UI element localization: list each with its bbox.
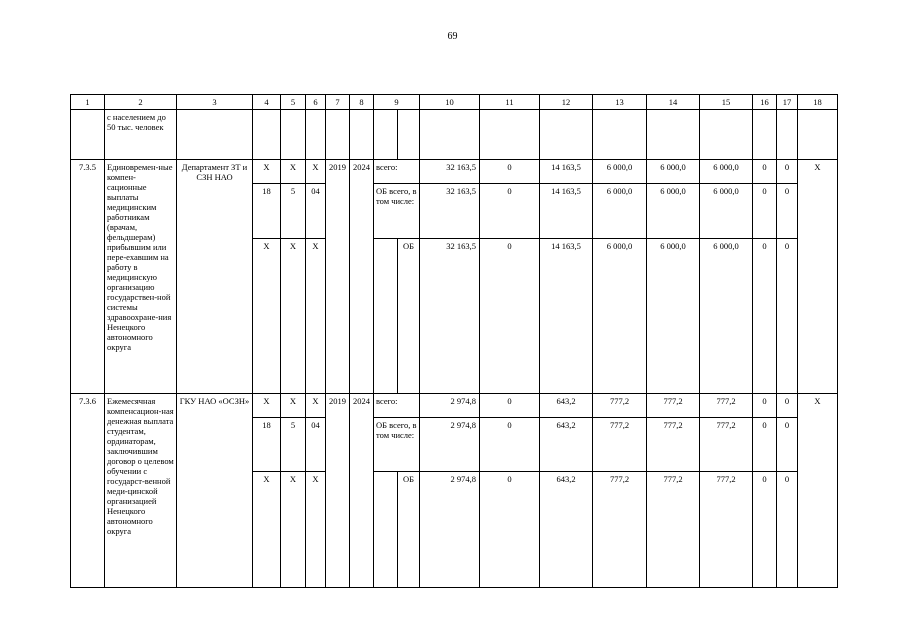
year-end: 2024 [350,160,374,394]
value-cell: 0 [753,239,777,394]
value-cell: 0 [480,184,540,239]
value-cell: 14 163,5 [540,160,593,184]
value-cell: 0 [777,239,798,394]
code-cell: 5 [281,184,306,239]
header-cell: 6 [306,95,326,110]
continuation-name: с населением до 50 тыс. человек [105,110,177,160]
value-cell: 32 163,5 [420,239,480,394]
value-cell: 0 [777,394,798,418]
code-cell: Х [253,472,281,588]
code-cell: Х [306,472,326,588]
value-cell: 0 [753,472,777,588]
header-row [71,95,838,110]
item-name: Ежемесячная компенсацион-ная денежная выплата студентам, ординаторам, заключившим договор о целевом обучении с государст-венной меди-цинской организацией Ненецкого автономного округа [105,394,177,588]
value-cell: 32 163,5 [420,184,480,239]
value-cell: 777,2 [593,394,647,418]
continuation-row [71,110,838,160]
value-cell: 6 000,0 [700,160,753,184]
source-label: всего: [374,394,420,418]
code-cell: Х [281,472,306,588]
value-cell: 0 [777,418,798,472]
value-cell: 777,2 [593,418,647,472]
header-cell: 1 [71,95,105,110]
item-number: 7.3.6 [71,394,105,588]
header-cell: 17 [777,95,798,110]
header-cell: 15 [700,95,753,110]
value-cell: 6 000,0 [700,184,753,239]
table-row [71,394,838,418]
code-cell: Х [253,394,281,418]
value-cell: 777,2 [700,472,753,588]
item-executor: Департамент ЗТ и СЗН НАО [177,160,253,394]
value-cell: 2 974,8 [420,394,480,418]
header-cell: 3 [177,95,253,110]
code-cell: 04 [306,418,326,472]
year-start: 2019 [326,160,350,394]
value-cell: 0 [753,184,777,239]
code-cell: Х [281,239,306,394]
value-cell: 0 [480,239,540,394]
code-cell: Х [281,394,306,418]
value-cell: 0 [480,160,540,184]
source-label: ОБ [398,472,420,588]
header-cell: 13 [593,95,647,110]
value-cell: 2 974,8 [420,418,480,472]
header-cell: 7 [326,95,350,110]
value-cell: 6 000,0 [647,160,700,184]
value-cell: 6 000,0 [700,239,753,394]
value-cell: 777,2 [593,472,647,588]
value-cell: 777,2 [647,394,700,418]
code-cell: Х [306,160,326,184]
code-cell: Х [306,394,326,418]
item-number: 7.3.5 [71,160,105,394]
page-number: 69 [447,31,458,42]
value-cell: 777,2 [700,394,753,418]
value-cell: 0 [480,418,540,472]
value-cell: 643,2 [540,394,593,418]
header-cell: 10 [420,95,480,110]
header-cell: 16 [753,95,777,110]
value-cell: 6 000,0 [593,160,647,184]
code-cell: Х [253,239,281,394]
value-cell: 6 000,0 [647,239,700,394]
value-cell: 0 [480,394,540,418]
value-cell: 777,2 [647,472,700,588]
program-table [70,94,838,588]
code-cell: 18 [253,418,281,472]
value-cell: 6 000,0 [647,184,700,239]
header-cell: 5 [281,95,306,110]
value-cell: 0 [777,184,798,239]
header-cell: 11 [480,95,540,110]
col18-cell: Х [798,160,838,394]
code-cell: Х [306,239,326,394]
code-cell: 18 [253,184,281,239]
header-cell: 2 [105,95,177,110]
value-cell: 6 000,0 [593,184,647,239]
item-name: Единовремен-ные компен-сационные выплаты медицинским работникам (врачам, фельдшерам) прибывшим или пере-ехавшим на работу в медицинскую организацию государствен-ной системы здравоохране-ния Ненецкого автономного округа [105,160,177,394]
value-cell: 0 [480,472,540,588]
code-cell: 04 [306,184,326,239]
header-cell: 4 [253,95,281,110]
table-row [71,160,838,184]
value-cell: 0 [777,160,798,184]
item-executor: ГКУ НАО «ОСЗН» [177,394,253,588]
header-cell: 9 [374,95,420,110]
code-cell: Х [281,160,306,184]
source-label: всего: [374,160,420,184]
value-cell: 0 [753,394,777,418]
value-cell: 777,2 [700,418,753,472]
value-cell: 0 [777,472,798,588]
value-cell: 0 [753,160,777,184]
header-cell: 14 [647,95,700,110]
col18-cell: Х [798,394,838,588]
source-label: ОБ всего, в том числе: [374,418,420,472]
value-cell: 777,2 [647,418,700,472]
year-end: 2024 [350,394,374,588]
value-cell: 32 163,5 [420,160,480,184]
value-cell: 6 000,0 [593,239,647,394]
year-start: 2019 [326,394,350,588]
source-label: ОБ всего, в том числе: [374,184,420,239]
value-cell: 14 163,5 [540,239,593,394]
header-cell: 18 [798,95,838,110]
code-cell: 5 [281,418,306,472]
source-label: ОБ [398,239,420,394]
value-cell: 2 974,8 [420,472,480,588]
code-cell: Х [253,160,281,184]
header-cell: 12 [540,95,593,110]
value-cell: 643,2 [540,418,593,472]
value-cell: 0 [753,418,777,472]
value-cell: 14 163,5 [540,184,593,239]
header-cell: 8 [350,95,374,110]
value-cell: 643,2 [540,472,593,588]
